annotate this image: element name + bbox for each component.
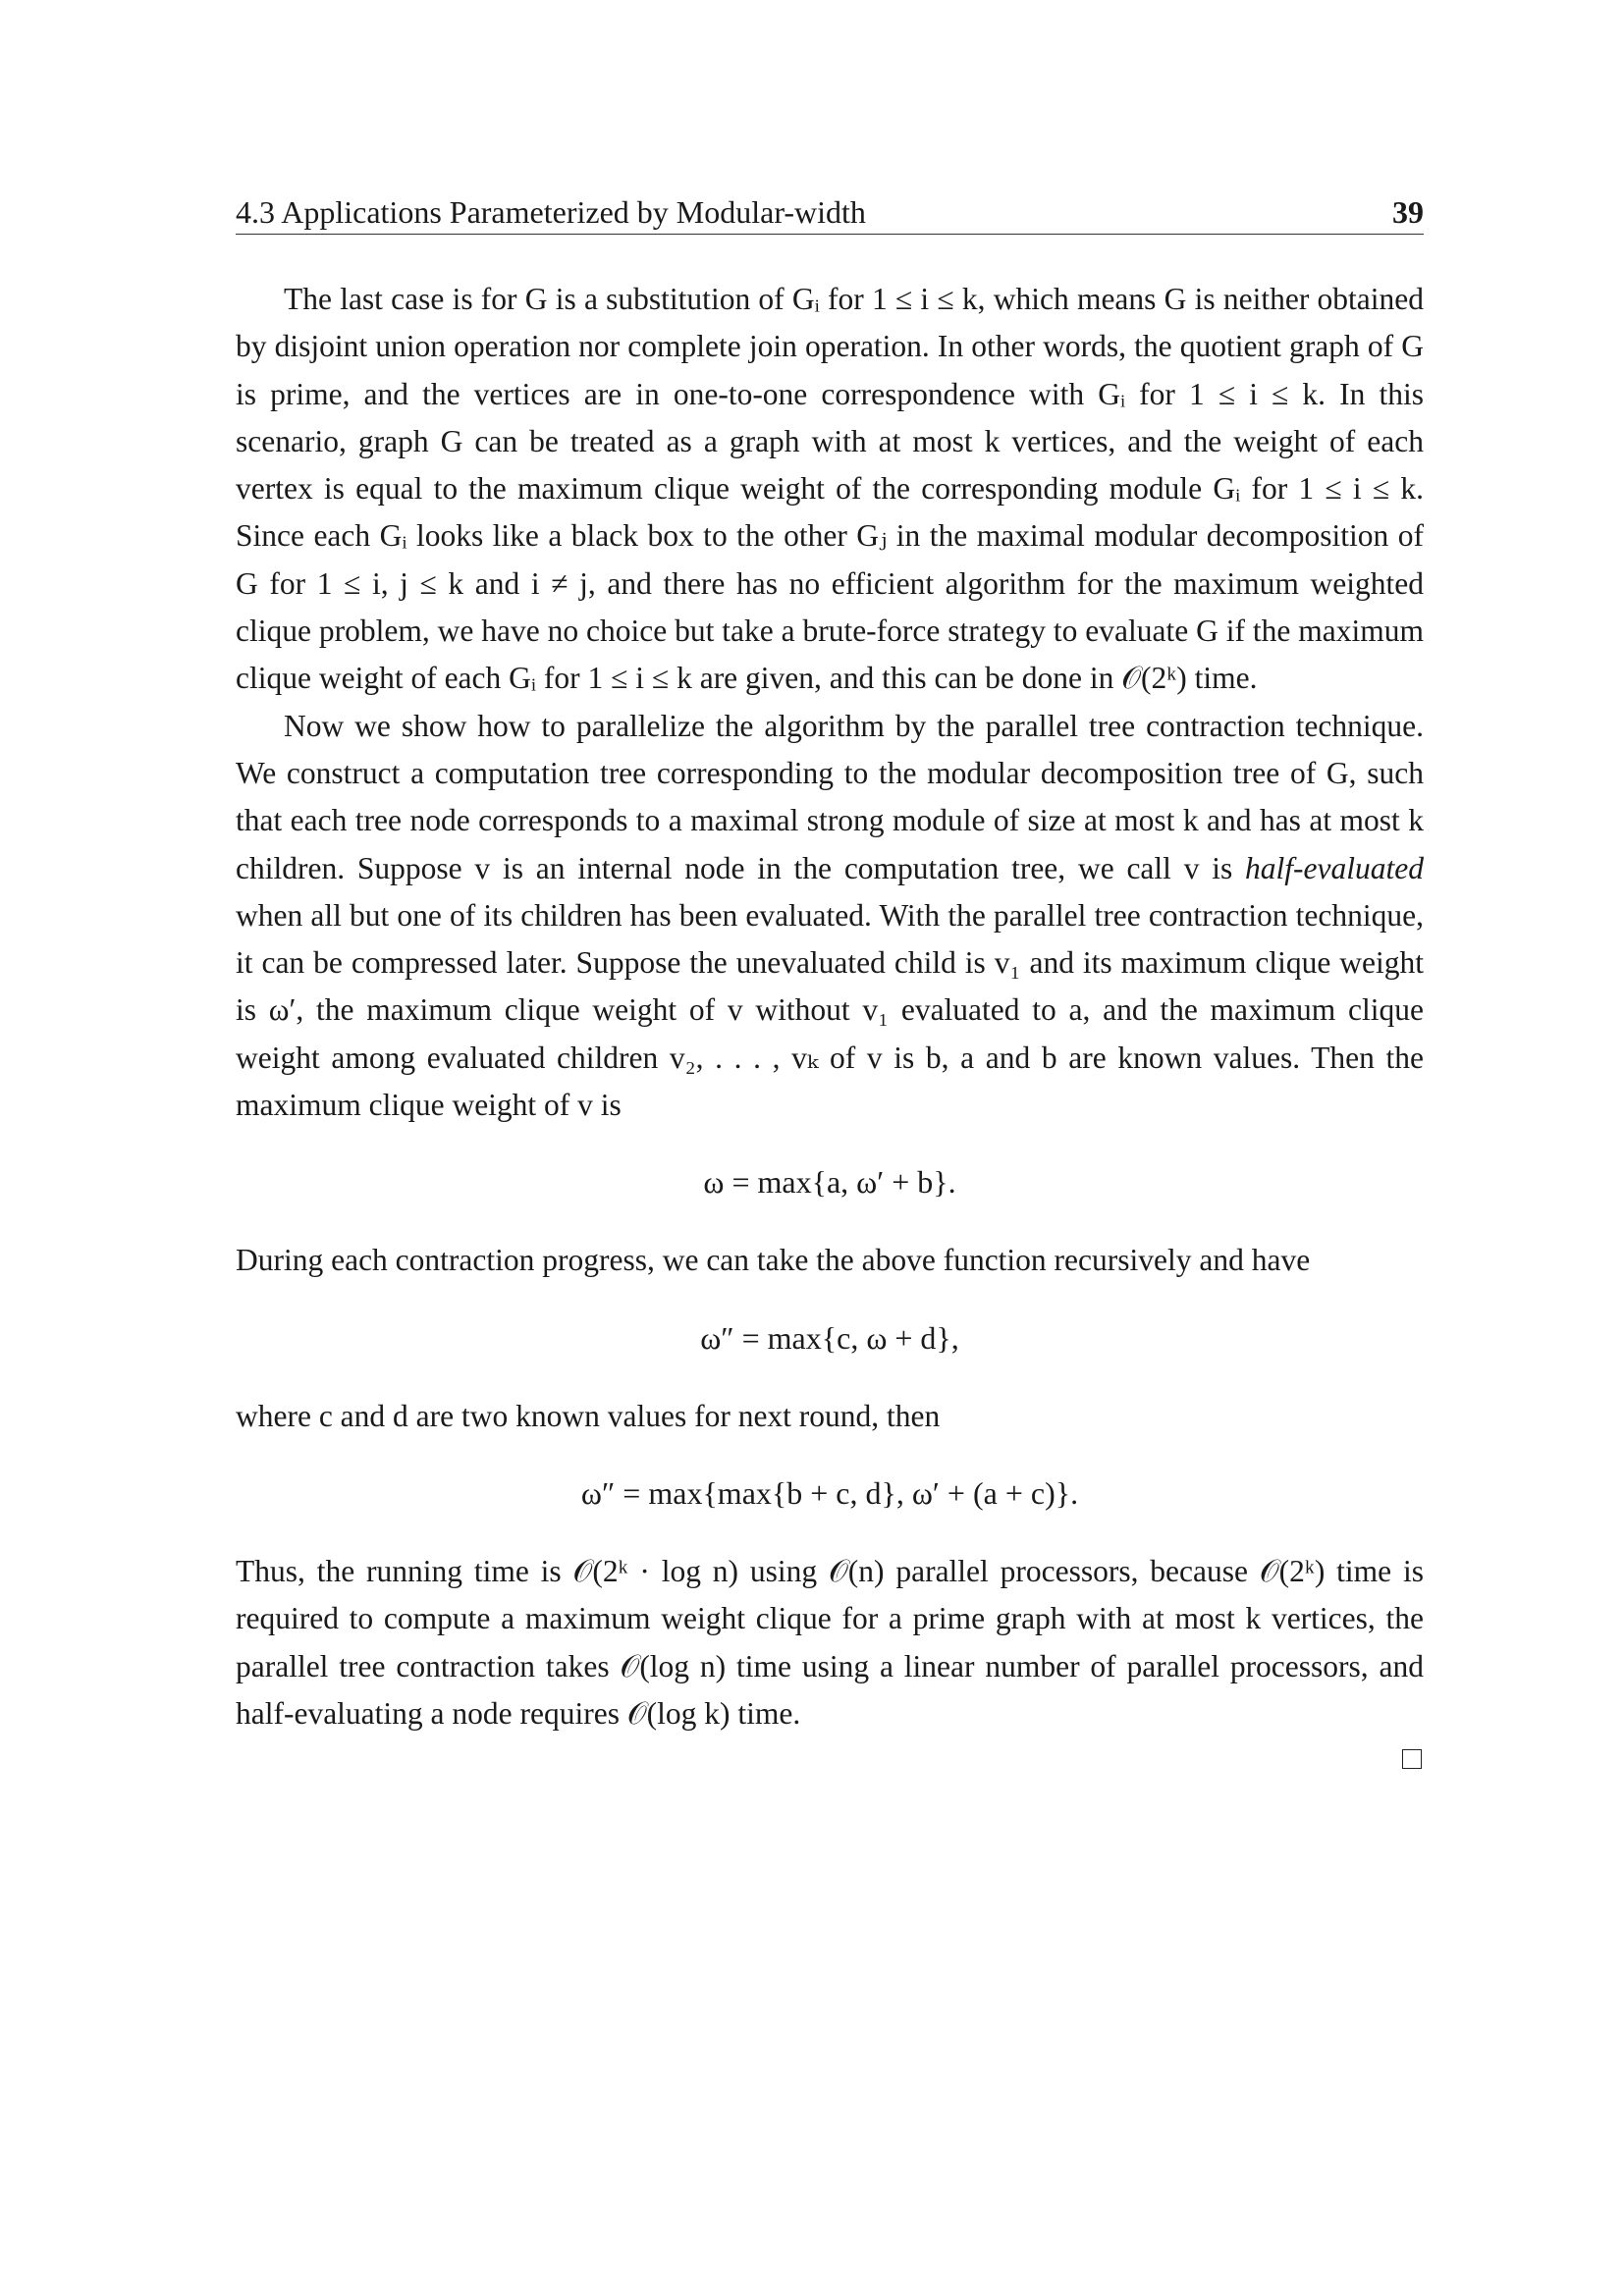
section-title: 4.3 Applications Parameterized by Modular-width bbox=[236, 194, 866, 230]
equation-omega-expanded: ω″ = max{max{b + c, d}, ω′ + (a + c)}. bbox=[580, 1474, 1079, 1511]
paragraph-parallelization-part2: when all but one of its children has been evaluated. With the parallel tree contraction technique, it can be compressed later. Suppose the unevaluated child is v₁ and its maximum clique weight is ω′, the maximum clique weight of v without v₁ evaluated to a, and the maximum clique weight among evaluated children v₂, . . . , vₖ of v is b, a and b are known values. Then the maximum clique weight of v is bbox=[236, 897, 1424, 1123]
qed-square-icon bbox=[1402, 1749, 1422, 1769]
equation-omega: ω = max{a, ω′ + b}. bbox=[703, 1164, 956, 1201]
equation-omega-double-prime: ω″ = max{c, ω + d}, bbox=[700, 1319, 959, 1356]
page-number: 39 bbox=[1392, 194, 1424, 230]
qed-row bbox=[236, 1749, 1424, 1769]
paragraph-substitution-case: The last case is for G is a substitution of Gᵢ for 1 ≤ i ≤ k, which means G is neither obtained by disjoint union operation nor complete join operation. In other words, the quotient graph of G is prime, and the vertices are in one-to-one correspondence with Gᵢ for 1 ≤ i ≤ k. In this scenario, graph G can be treated as a graph with at most k vertices, and the weight of each vertex is equal to the maximum clique weight of the corresponding module Gᵢ for 1 ≤ i ≤ k. Since each Gᵢ looks like a black box to the other Gⱼ in the maximal modular decomposition of G for 1 ≤ i, j ≤ k and i ≠ j, and there has no efficient algorithm for the maximum weighted clique problem, we have no choice but take a brute-force strategy to evaluate G if the maximum clique weight of each Gᵢ for 1 ≤ i ≤ k are given, and this can be done in 𝒪(2ᵏ) time. bbox=[236, 282, 1424, 696]
paragraph-known-values: where c and d are two known values for next round, then bbox=[236, 1398, 941, 1433]
paper-page bbox=[236, 192, 1424, 1769]
paragraph-parallelization-part1: Now we show how to parallelize the algorithm by the parallel tree contraction technique. We construct a computation tree corresponding to the modular decomposition tree of G, such that each tree node corresponds to a maximal strong module of size at most k and has at most k children. Suppose v is an internal node in the computation tree, we call v is bbox=[236, 708, 1424, 885]
body-text bbox=[236, 276, 1424, 1769]
running-header bbox=[236, 192, 1424, 235]
half-evaluated-term: half-evaluated bbox=[1245, 850, 1424, 885]
paragraph-contraction: During each contraction progress, we can take the above function recursively and have bbox=[236, 1243, 1311, 1278]
paragraph-running-time: Thus, the running time is 𝒪(2ᵏ · log n) using 𝒪(n) parallel processors, because 𝒪(2ᵏ) time is required to compute a maximum weight clique for a prime graph with at most k vertices, the parallel tree contraction takes 𝒪(log n) time using a linear number of parallel processors, and half-evaluating a node requires 𝒪(log k) time. bbox=[236, 1553, 1424, 1731]
paragraph-parallelization bbox=[236, 703, 1424, 1130]
